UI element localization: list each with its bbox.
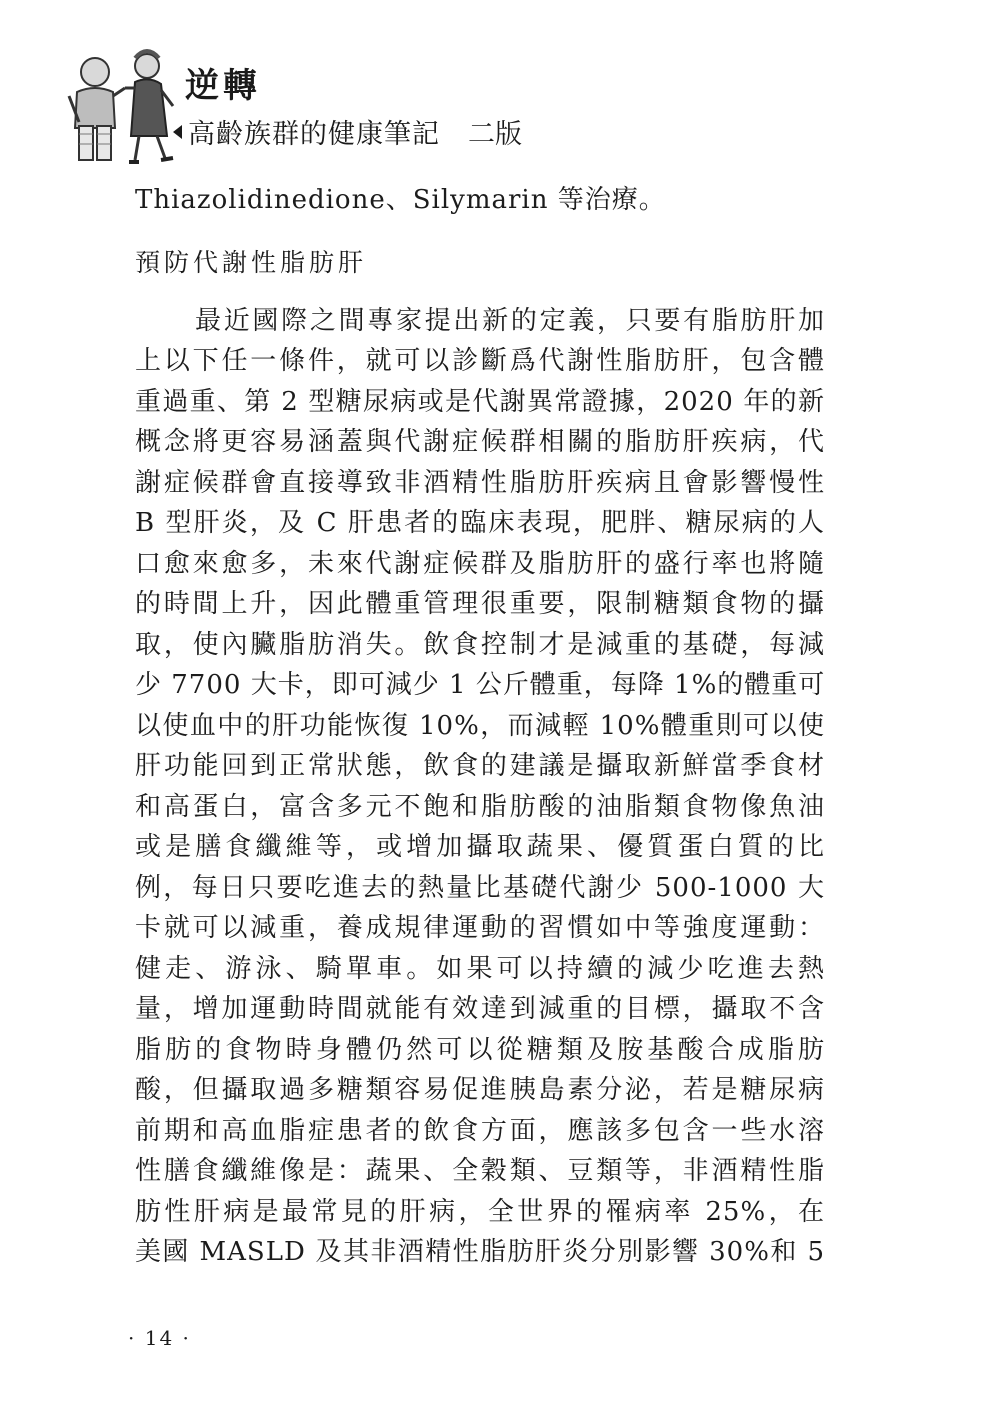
paragraph-line: 美國 MASLD 及其非酒精性脂肪肝炎分別影響 30%和 5 [135, 1237, 825, 1267]
page-number: · 14 · [128, 1326, 191, 1350]
paragraph-line: 口愈來愈多，未來代謝症候群及脂肪肝的盛行率也將隨 [135, 548, 825, 579]
paragraph-line: 或是膳食纖維等，或增加攝取蔬果、優質蛋白質的比 [135, 832, 825, 862]
triangle-marker-icon [173, 125, 182, 139]
paragraph-line: 例，每日只要吃進去的熱量比基礎代謝少 500-1000 大 [135, 872, 825, 903]
paragraph-line: 卡就可以減重，養成規律運動的習慣如中等強度運動： [135, 913, 825, 943]
paragraph-line: B 型肝炎，及 C 肝患者的臨床表現，肥胖、糖尿病的人 [135, 508, 825, 538]
paragraph-line: 健走、游泳、騎單車。如果可以持續的減少吃進去熱 [135, 953, 825, 984]
intro-line: Thiazolidinedione、Silymarin 等治療。 [135, 185, 666, 215]
paragraph-line: 的時間上升，因此體重管理很重要，限制糖類食物的攝 [135, 589, 825, 619]
paragraph-line: 脂肪的食物時身體仍然可以從糖類及胺基酸合成脂肪 [135, 1034, 825, 1065]
page-content [135, 180, 825, 1273]
paragraph-line: 酸，但攝取過多糖類容易促進胰島素分泌，若是糖尿病 [135, 1075, 825, 1105]
paragraph-line: 取，使內臟脂肪消失。飲食控制才是減重的基礎，每減 [135, 629, 825, 660]
paragraph-line: 性膳食纖維像是：蔬果、全穀類、豆類等，非酒精性脂 [135, 1156, 825, 1186]
book-edition: 二版 [468, 119, 522, 150]
paragraph-line: 謝症候群會直接導致非酒精性脂肪肝疾病且會影響慢性 [135, 467, 825, 498]
paragraph-line: 最近國際之間專家提出新的定義，只要有脂肪肝加 [195, 305, 825, 336]
paragraph-line: 概念將更容易涵蓋與代謝症候群相關的脂肪肝疾病，代 [135, 427, 825, 457]
paragraph-line: 肝功能回到正常狀態，飲食的建議是攝取新鮮當季食材 [135, 751, 825, 781]
paragraph-line: 肪性肝病是最常見的肝病，全世界的罹病率 25%，在 [135, 1196, 825, 1227]
paragraph-line: 重過重、第 2 型糖尿病或是代謝異常證據，2020 年的新 [135, 386, 825, 417]
paragraph-line: 少 7700 大卡，即可減少 1 公斤體重，每降 1%的體重可 [135, 670, 826, 700]
book-subtitle: 高齡族群的健康筆記 [188, 119, 440, 150]
paragraph-line: 上以下任一條件，就可以診斷爲代謝性脂肪肝，包含體 [135, 346, 825, 376]
paragraph-line: 和高蛋白，富含多元不飽和脂肪酸的油脂類食物像魚油 [135, 791, 825, 822]
running-header [55, 40, 615, 170]
section-heading: 預防代謝性脂肪肝 [135, 247, 368, 277]
book-title: 逆轉 [185, 66, 261, 106]
paragraph-line: 量，增加運動時間就能有效達到減重的目標，攝取不含 [135, 994, 825, 1024]
book-subtitle-row [173, 112, 522, 151]
body-paragraph [135, 301, 825, 1273]
paragraph-line: 前期和高血脂症患者的飲食方面，應該多包含一些水溶 [135, 1115, 825, 1146]
paragraph-line: 以使血中的肝功能恢復 10%，而減輕 10%體重則可以使 [135, 710, 825, 741]
